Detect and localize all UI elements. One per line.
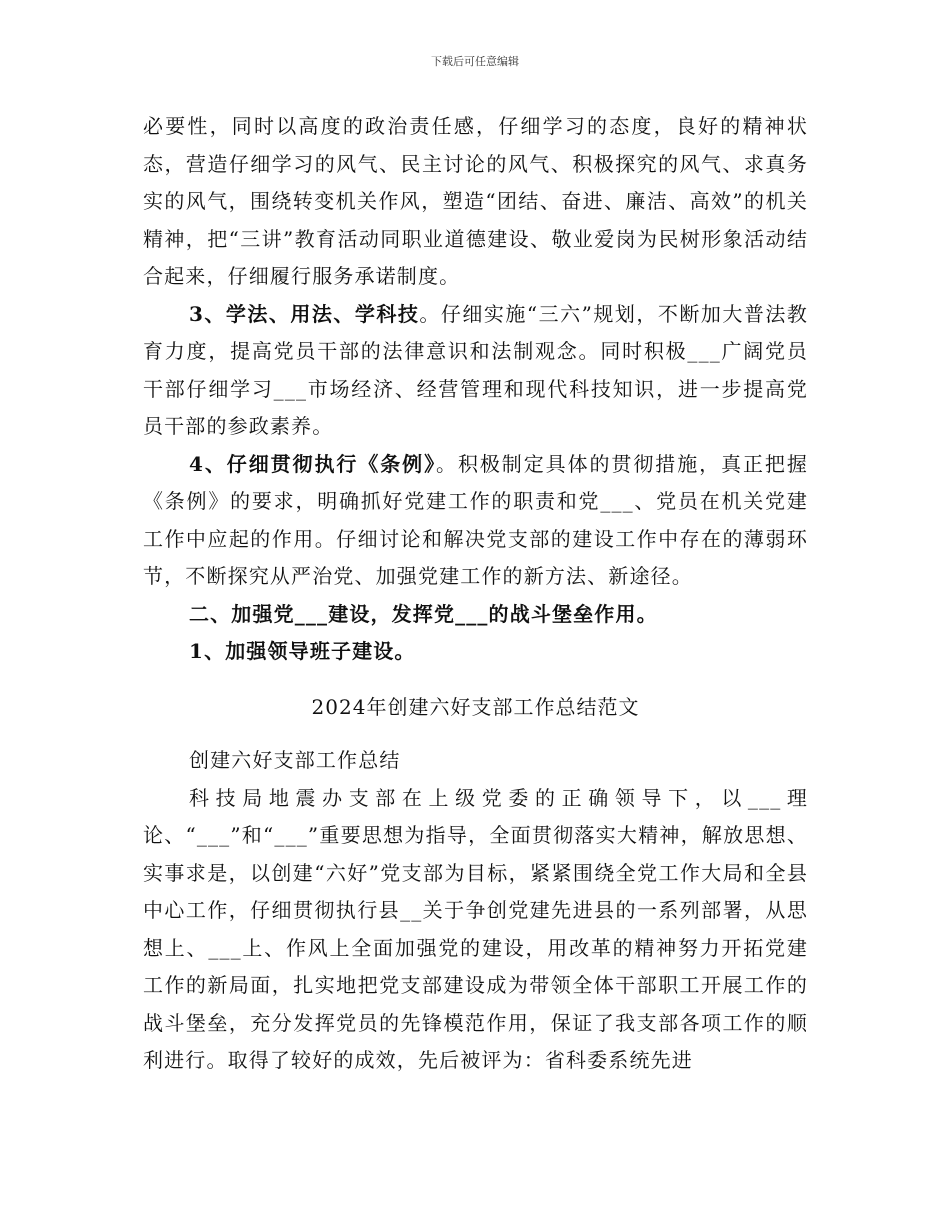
item-3-heading: 3、学法、用法、学科技 (189, 301, 420, 326)
document-title: 2024年创建六好支部工作总结范文 (311, 694, 640, 719)
item-4-body: 。积极制定具体的贯彻措施，真正把握《条例》的要求，明确抓好党建工作的职责和党___、党员在机关党建工作中应起的作用。仔细讨论和解决党支部的建设工作中存在的薄弱环节，不断探究从严治党、加强党建工作的新方法、新途径。 (143, 451, 808, 588)
paragraph-item-3 (143, 296, 808, 446)
item-4-heading: 4、仔细贯彻执行《条例》 (189, 451, 437, 476)
page-header: 下载后可任意编辑 (431, 55, 519, 68)
section-heading-2: 二、加强党___建设，发挥党___的战斗堡垒作用。 (189, 601, 658, 626)
item-3-body: 。仔细实施“三六”规划，不断加大普法教育力度，提高党员干部的法律意识和法制观念。同时积极___广阔党员干部仔细学习___市场经济、经营管理和现代科技知识，进一步提高党员干部的参政素养。 (143, 301, 808, 438)
document-subtitle: 创建六好支部工作总结 (189, 748, 401, 772)
paragraph-continuation: 必要性，同时以高度的政治责任感，仔细学习的态度，良好的精神状态，营造仔细学习的风气、民主讨论的风气、积极探究的风气、求真务实的风气，围绕转变机关作风，塑造“团结、奋进、廉洁、高效”的机关精神，把“三讲”教育活动同职业道德建设、敬业爱岗为民树形象活动结合起来，仔细履行服务承诺制度。 (143, 114, 808, 288)
body-paragraph: 科技局地震办支部在上级党委的正确领导下，以___理论、“___”和“___”重要思想为指导，全面贯彻落实大精神，解放思想、实事求是，以创建“六好”党支部为目标，紧紧围绕全党工作大局和全县中心工作，仔细贯彻执行县__关于争创党建先进县的一系列部署，从思想上、___上、作风上全面加强党的建设，用改革的精神努力开拓党建工作的新局面，扎实地把党支部建设成为带领全体干部职工开展工作的战斗堡垒，充分发挥党员的先锋模范作用，保证了我支部各项工作的顺利进行。取得了较好的成效，先后被评为：省科委系统先进 (143, 785, 808, 1072)
subsection-heading-1: 1、加强领导班子建设。 (189, 639, 416, 663)
paragraph-item-4 (143, 446, 808, 596)
document-body (143, 108, 808, 1080)
